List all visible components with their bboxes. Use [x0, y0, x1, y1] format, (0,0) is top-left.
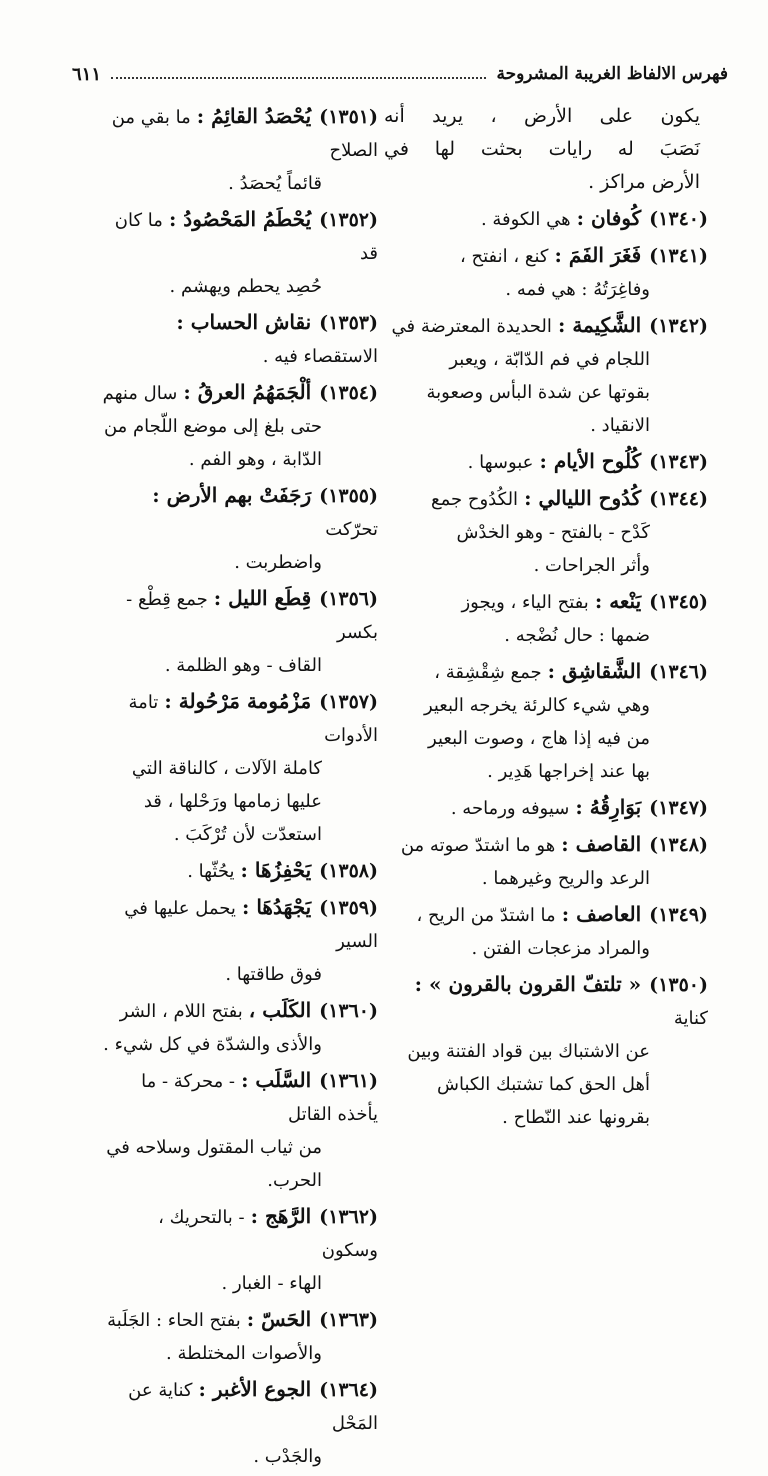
entry-line: [102, 479, 378, 546]
entry-line: [384, 239, 708, 273]
entry-definition: تحرّكت: [325, 519, 378, 540]
entry-headword: فَغَرَ الفَمَ :: [554, 243, 642, 267]
entry-line: [102, 167, 378, 200]
entry-definition: الرعد والريح وغيرهما .: [481, 868, 650, 889]
header-title: فهرس الالفاظ الغريبة المشروحة: [496, 64, 728, 84]
entry-definition: كناية عن المَحْل: [128, 1380, 378, 1434]
entry-definition: بقوتها عن شدة البأس وصعوبة: [426, 382, 650, 403]
entry-headword: يُحْطَمُ المَحْصُودُ :: [168, 207, 312, 231]
entry-definition: جمع شِقْشِقة ،: [434, 662, 542, 683]
entry-definition: جمع قِطْع - بكسر: [126, 589, 378, 643]
entry-number: (١٣٦١): [319, 1070, 378, 1092]
entry-definition: القاف - وهو الظلمة .: [164, 655, 322, 676]
glossary-entry: [384, 968, 708, 1134]
entry-definition: وأثر الجراحات .: [533, 555, 650, 576]
entry-headword: رَجَفَتْ بهم الأرض :: [152, 483, 312, 507]
continuation-text: [384, 100, 708, 199]
glossary-entry: [102, 100, 378, 200]
entry-number: (١٣٤٣): [649, 451, 708, 473]
entry-line: [102, 410, 378, 443]
entry-definition: بفتح الحاء : الجَلَبة: [107, 1310, 241, 1331]
entry-number: (١٣٥٢): [319, 209, 378, 231]
entry-definition: حُصِد يحطم ويهشم .: [169, 276, 322, 297]
entry-number: (١٣٥٣): [319, 312, 378, 334]
entry-number: (١٣٥٥): [319, 485, 378, 507]
entry-line: [384, 862, 708, 895]
glossary-entry: [102, 203, 378, 303]
entry-line: [102, 1373, 378, 1440]
glossary-entry: [102, 854, 378, 888]
entry-line: [102, 785, 378, 818]
right-entries: [384, 202, 708, 1134]
entry-line: [384, 828, 708, 862]
entry-definition: الانقياد .: [590, 415, 650, 436]
entry-definition: كاملة الآلات ، كالناقة التي: [131, 758, 322, 779]
entry-number: (١٣٦٠): [319, 1000, 378, 1022]
entry-definition: ما اشتدّ من الريح ،: [416, 905, 556, 926]
entry-line: [384, 409, 708, 442]
entry-line: [102, 306, 378, 373]
continuation-line: نَصَبَ له رايات بحثت لها في: [384, 138, 700, 160]
entry-headword: « تلتفّ القرون بالقرون » :: [414, 972, 642, 996]
entry-definition: والجَدْب .: [253, 1446, 322, 1467]
right-column: [384, 100, 708, 1137]
glossary-entry: [102, 376, 378, 476]
entry-number: (١٣٤٠): [649, 208, 708, 230]
entry-headword: كُلُوح الأيام :: [539, 449, 642, 473]
entry-line: [102, 1028, 378, 1061]
glossary-entry: [102, 1200, 378, 1300]
entry-number: (١٣٤٩): [649, 904, 708, 926]
entry-line: [384, 376, 708, 409]
entry-line: [102, 100, 378, 167]
entry-number: (١٣٤٨): [649, 834, 708, 856]
glossary-entry: [384, 482, 708, 582]
glossary-entry: [384, 239, 708, 306]
glossary-entry: [102, 479, 378, 579]
entry-line: [102, 582, 378, 649]
entry-definition: بقرونها عند النّطاح .: [502, 1107, 650, 1128]
entry-number: (١٣٥٦): [319, 588, 378, 610]
entry-line: [102, 1303, 378, 1337]
entry-definition: الدّابة ، وهو الفم .: [188, 449, 322, 470]
glossary-entry: [384, 828, 708, 895]
entry-definition: والأذى والشدّة في كل شيء .: [103, 1034, 322, 1055]
glossary-entry: [384, 585, 708, 652]
entry-line: [384, 309, 708, 343]
entry-headword: الرَّهَج :: [250, 1204, 312, 1228]
entry-definition: الحديدة المعترضة في: [391, 316, 552, 337]
entry-definition: فوق طاقتها .: [225, 964, 322, 985]
glossary-entry: [384, 655, 708, 788]
entry-headword: مَزْمُومة مَرْحُولة :: [164, 689, 312, 713]
entry-number: (١٣٤٤): [649, 488, 708, 510]
glossary-entry: [102, 582, 378, 682]
entry-line: [102, 203, 378, 270]
entry-line: [384, 343, 708, 376]
entry-line: [384, 1035, 708, 1068]
entry-line: [384, 722, 708, 755]
entry-definition: كناية: [673, 1008, 708, 1029]
entry-definition: يحُثّها .: [187, 861, 235, 882]
entry-line: [102, 818, 378, 851]
entry-line: [102, 1131, 378, 1197]
entry-definition: واضطربت .: [234, 552, 322, 573]
entry-headword: الحَسّ :: [246, 1307, 312, 1331]
left-column: [102, 100, 378, 1476]
entry-line: [384, 968, 708, 1035]
entry-line: [102, 958, 378, 991]
entry-line: [102, 1200, 378, 1267]
entry-headword: الكَلَب ،: [248, 998, 312, 1022]
entry-definition: من ثياب المقتول وسلاحه في الحرب.: [106, 1137, 322, 1191]
page-number: ٦١١: [72, 63, 102, 85]
entry-headword: بَوَارِقُهُ :: [575, 795, 642, 819]
glossary-entry: [384, 309, 708, 442]
entry-line: [384, 1101, 708, 1134]
entry-definition: بفتح اللام ، الشر: [119, 1001, 243, 1022]
entry-line: [102, 854, 378, 888]
entry-definition: كنع ، انفتح ،: [459, 246, 549, 267]
entry-definition: أهل الحق كما تشتبك الكباش: [436, 1074, 650, 1095]
entry-headword: العاصف :: [561, 902, 642, 926]
glossary-entry: [102, 306, 378, 373]
entry-headword: كُدُوح الليالي :: [524, 486, 642, 510]
entry-headword: القاصف :: [561, 832, 642, 856]
entry-line: [102, 649, 378, 682]
entry-line: [102, 752, 378, 785]
entry-definition: ما بقي من الصلاح: [111, 107, 378, 161]
entry-definition: هي الكوفة .: [480, 209, 571, 230]
entry-line: [384, 549, 708, 582]
entry-definition: عن الاشتباك بين قواد الفتنة وبين: [407, 1041, 650, 1062]
entry-line: [384, 689, 708, 722]
glossary-entry: [102, 1303, 378, 1370]
glossary-entry: [102, 685, 378, 851]
entry-line: [384, 273, 708, 306]
entry-headword: يَجْهَدُهَا :: [241, 895, 312, 919]
glossary-entry: [384, 898, 708, 965]
entry-headword: كُوفان :: [576, 206, 642, 230]
entry-line: [102, 994, 378, 1028]
entry-definition: تامة الأدوات: [128, 692, 378, 746]
entry-number: (١٣٤٧): [649, 797, 708, 819]
entry-headword: يَنْعه :: [594, 589, 642, 613]
entry-line: [384, 482, 708, 516]
entry-definition: - محركة - ما يأخذه القاتل: [141, 1071, 378, 1125]
entry-line: [102, 1267, 378, 1300]
entry-line: [102, 891, 378, 958]
entry-number: (١٣٥١): [319, 106, 378, 128]
entry-line: [384, 655, 708, 689]
entry-definition: وفاغِرَتُهُ : هي فمه .: [505, 279, 650, 300]
entry-line: [384, 791, 708, 825]
entry-headword: قِطَع الليل :: [213, 586, 312, 610]
entry-line: [102, 443, 378, 476]
entry-number: (١٣٥٤): [319, 382, 378, 404]
entry-line: [102, 546, 378, 579]
glossary-entry: [102, 891, 378, 991]
entry-number: (١٣٦٣): [319, 1309, 378, 1331]
entry-definition: كَدْح - بالفتح - وهو الخدْش: [456, 522, 650, 543]
entry-headword: الجوع الأغبر :: [198, 1377, 312, 1401]
entry-number: (١٣٤٢): [649, 315, 708, 337]
entry-line: [384, 516, 708, 549]
entry-definition: بها عند إخراجها هَدِير .: [487, 761, 650, 782]
entry-headword: السَّلَب :: [241, 1068, 312, 1092]
entry-number: (١٣٥٩): [319, 897, 378, 919]
glossary-entry: [102, 1064, 378, 1197]
entry-definition: سال منهم: [102, 383, 178, 404]
continuation-line: الأرض مراكز .: [588, 171, 700, 193]
entry-line: [384, 619, 708, 652]
entry-line: [384, 445, 708, 479]
glossary-entry: [102, 1373, 378, 1473]
entry-number: (١٣٤٦): [649, 661, 708, 683]
entry-line: [384, 1068, 708, 1101]
entry-headword: نقاش الحساب :: [176, 310, 312, 334]
entry-definition: اللجام في فم الدّابّة ، ويعبر: [449, 349, 650, 370]
entry-definition: حتى بلغ إلى موضع اللّجام من: [103, 416, 322, 437]
entry-definition: هو ما اشتدّ صوته من: [400, 835, 556, 856]
entry-definition: والأصوات المختلطة .: [166, 1343, 322, 1364]
entry-definition: بفتح الياء ، ويجوز: [461, 592, 589, 613]
glossary-entry: [384, 791, 708, 825]
glossary-entry: [384, 445, 708, 479]
entry-definition: ما كان قد: [114, 210, 378, 264]
glossary-entry: [384, 202, 708, 236]
entry-number: (١٣٤٥): [649, 591, 708, 613]
entry-definition: الهاء - الغبار .: [221, 1273, 322, 1294]
entry-headword: الشَّكِيمة :: [557, 313, 642, 337]
entry-line: [384, 932, 708, 965]
entry-line: [102, 270, 378, 303]
entry-line: [384, 585, 708, 619]
entry-line: [102, 685, 378, 752]
entry-definition: - بالتحريك ، وسكون: [158, 1207, 378, 1261]
entry-definition: قائماً يُحصَدُ .: [228, 173, 322, 194]
entry-definition: عبوسها .: [467, 452, 534, 473]
entry-line: [102, 376, 378, 410]
entry-definition: والمراد مزعجات الفتن .: [471, 938, 650, 959]
entry-line: [384, 898, 708, 932]
entry-number: (١٣٥٨): [319, 860, 378, 882]
entry-definition: الكُدُوح جمع: [431, 489, 519, 510]
entry-definition: استعدّت لأن تُرْكَبَ .: [173, 824, 322, 845]
entry-headword: الشَّقاشِق :: [547, 659, 642, 683]
entry-number: (١٣٤١): [649, 245, 708, 267]
entry-headword: يَحْفِزُهَا :: [240, 858, 312, 882]
entry-number: (١٣٦٤): [319, 1379, 378, 1401]
entry-number: (١٣٥٧): [319, 691, 378, 713]
header-dotted-leader: [111, 77, 486, 79]
entry-line: [384, 202, 708, 236]
entry-definition: سيوفه ورماحه .: [450, 798, 570, 819]
entry-definition: يحمل عليها في السير: [124, 898, 378, 952]
left-entries: [102, 100, 378, 1473]
entry-headword: ألْجَمَهُمُ العرقُ :: [183, 380, 312, 404]
entry-definition: ضمها : حال نُضْجه .: [504, 625, 650, 646]
entry-number: (١٣٥٠): [649, 974, 708, 996]
entry-definition: من فيه إذا هاج ، وصوت البعير: [428, 728, 650, 749]
entry-line: [102, 1440, 378, 1473]
entry-definition: الاستقصاء فيه .: [262, 346, 378, 367]
entry-definition: وهي شيء كالرئة يخرجه البعير: [423, 695, 650, 716]
page-header: [72, 60, 728, 88]
entry-number: (١٣٦٢): [319, 1206, 378, 1228]
entry-headword: يُحْصَدُ القائِمُ :: [196, 104, 312, 128]
glossary-entry: [102, 994, 378, 1061]
entry-line: [102, 1064, 378, 1131]
entry-definition: عليها زمامها ورَحْلها ، قد: [143, 791, 322, 812]
continuation-line: يكون على الأرض ، يريد أنه: [384, 105, 700, 127]
entry-line: [102, 1337, 378, 1370]
entry-line: [384, 755, 708, 788]
